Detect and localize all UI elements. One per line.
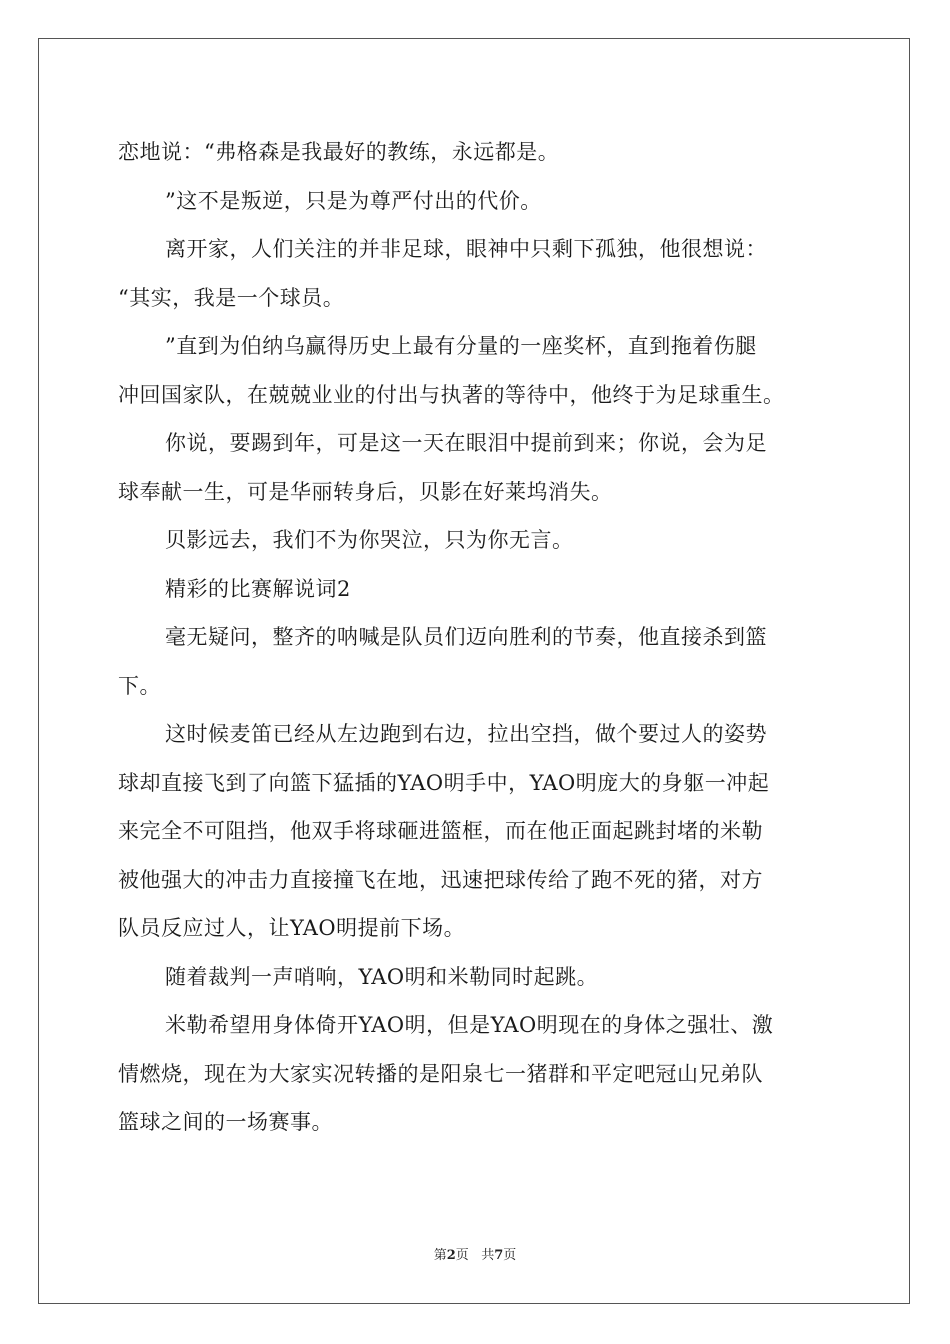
page-number-prefix: 第: [433, 1248, 447, 1263]
document-body: [118, 128, 833, 1147]
text-line: “其实，我是一个球员。: [118, 285, 345, 310]
text-line: 情燃烧，现在为大家实况转播的是阳泉七一猪群和平定吧冠山兄弟队: [118, 1061, 763, 1086]
page-total-suffix: 页: [503, 1248, 517, 1263]
text-line: 队员反应过人，让YAO明提前下场。: [118, 916, 466, 940]
text-line: 精彩的比赛解说词2: [165, 576, 351, 601]
text-line: 篮球之间的一场赛事。: [118, 1110, 333, 1134]
text-line: 冲回国家队，在兢兢业业的付出与执著的等待中，他终于为足球重生。: [118, 382, 785, 407]
text-line: 你说，要踢到年，可是这一天在眼泪中提前到来；你说，会为足: [165, 431, 767, 455]
text-line: ”直到为伯纳乌赢得历史上最有分量的一座奖杯，直到拖着伤腿: [165, 334, 757, 358]
text-line: 球却直接飞到了向篮下猛插的YAO明手中，YAO明庞大的身躯一冲起: [118, 770, 770, 795]
text-line: 离开家，人们关注的并非足球，眼神中只剩下孤独，他很想说：: [165, 237, 767, 261]
page-number-suffix: 页: [455, 1248, 469, 1263]
page-total: 7: [494, 1248, 504, 1263]
text-line: 下。: [118, 673, 161, 698]
text-line: 被他强大的冲击力直接撞飞在地，迅速把球传给了跑不死的猪，对方: [118, 867, 763, 892]
text-line: ”这不是叛逆，只是为尊严付出的代价。: [165, 188, 542, 213]
text-line: 这时候麦笛已经从左边跑到右边，拉出空挡，做个要过人的姿势: [165, 722, 767, 746]
page-number-current: 2: [446, 1248, 456, 1263]
page-footer: [0, 1244, 950, 1263]
page-total-prefix: 共: [481, 1248, 495, 1263]
text-line: 随着裁判一声哨响，YAO明和米勒同时起跳。: [165, 964, 599, 989]
text-line: 贝影远去，我们不为你哭泣，只为你无言。: [165, 528, 574, 552]
text-line: 毫无疑问，整齐的呐喊是队员们迈向胜利的节奏，他直接杀到篮: [165, 625, 767, 649]
text-line: 米勒希望用身体倚开YAO明，但是YAO明现在的身体之强壮、激: [165, 1013, 774, 1037]
text-line: 来完全不可阻挡，他双手将球砸进篮框，而在他正面起跳封堵的米勒: [118, 819, 763, 843]
text-line: 恋地说：“弗格森是我最好的教练，永远都是。: [118, 140, 560, 164]
text-line: 球奉献一生，可是华丽转身后，贝影在好莱坞消失。: [118, 479, 613, 504]
